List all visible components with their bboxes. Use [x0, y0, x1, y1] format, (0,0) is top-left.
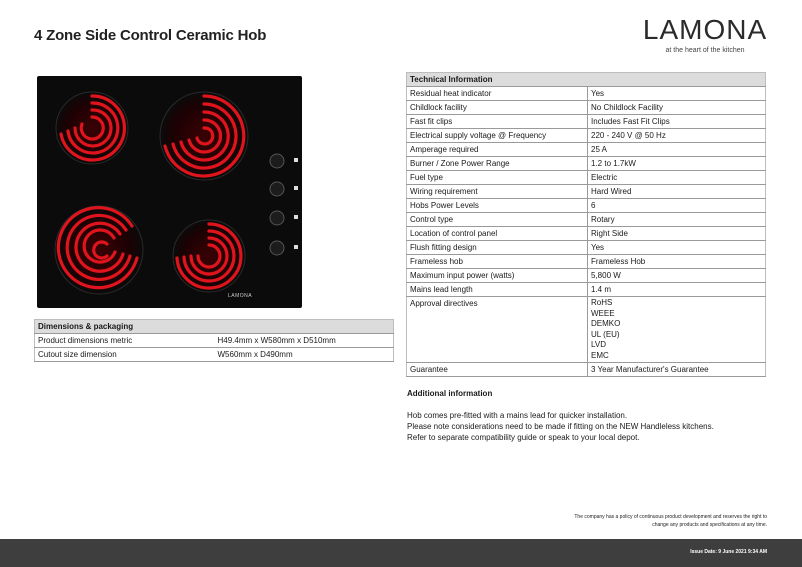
- table-row: [407, 199, 766, 213]
- technical-header-row: [407, 73, 766, 87]
- disclaimer-line: change any products and specifications at any time.: [652, 522, 767, 528]
- additional-line: Refer to separate compatibility guide or speak to your local depot.: [407, 433, 640, 442]
- approval-item: EMC: [591, 350, 609, 360]
- dimensions-heading: Dimensions & packaging: [35, 320, 394, 334]
- footer-bar: [0, 539, 802, 567]
- approval-row: [407, 297, 766, 363]
- dimension-label: Product dimensions metric: [35, 334, 215, 348]
- logo-tagline: at the heart of the kitchen: [665, 47, 745, 54]
- issue-date: Issue Date: 9 June 2021 9:34 AM: [690, 549, 767, 555]
- spec-label: Childlock facility: [407, 101, 588, 115]
- spec-label: Hobs Power Levels: [407, 199, 588, 213]
- table-row: [407, 171, 766, 185]
- lamona-logo: [640, 14, 770, 54]
- spec-label: Location of control panel: [407, 227, 588, 241]
- spec-label: Fast fit clips: [407, 115, 588, 129]
- guarantee-row: [407, 363, 766, 377]
- additional-information: [407, 389, 777, 443]
- table-row: [407, 185, 766, 199]
- cooking-zone-top-left: [56, 92, 128, 164]
- dimension-value: H49.4mm x W580mm x D510mm: [215, 334, 394, 348]
- approval-item: LVD: [591, 340, 606, 349]
- logo-wordmark: LAMONA: [642, 14, 768, 45]
- table-row: [407, 213, 766, 227]
- spec-value: 25 A: [588, 143, 766, 157]
- approval-item: UL (EU): [591, 329, 620, 339]
- technical-heading: Technical Information: [407, 73, 766, 87]
- spec-value: Yes: [588, 87, 766, 101]
- table-row: [407, 283, 766, 297]
- control-indicators: [294, 158, 298, 249]
- spec-value: 1.4 m: [588, 283, 766, 297]
- table-row: [407, 101, 766, 115]
- approval-item: DEMKO: [591, 319, 621, 328]
- control-knobs: [270, 154, 284, 255]
- spec-value: 6: [588, 199, 766, 213]
- spec-label: Residual heat indicator: [407, 87, 588, 101]
- dimension-label: Cutout size dimension: [35, 348, 215, 362]
- spec-value: 3 Year Manufacturer's Guarantee: [588, 363, 766, 377]
- table-row: [407, 269, 766, 283]
- spec-label: Amperage required: [407, 143, 588, 157]
- approval-item: WEEE: [591, 308, 615, 318]
- table-row: [35, 348, 394, 362]
- spec-value: Yes: [588, 241, 766, 255]
- dimensions-header-row: [35, 320, 394, 334]
- spec-label: Wiring requirement: [407, 185, 588, 199]
- spec-label: Mains lead length: [407, 283, 588, 297]
- spec-label: Electrical supply voltage @ Frequency: [407, 129, 588, 143]
- spec-label: Maximum input power (watts): [407, 269, 588, 283]
- cooking-zone-bottom-right: [173, 220, 245, 292]
- hob-product-image: [37, 76, 302, 308]
- spec-value: Includes Fast Fit Clips: [588, 115, 766, 129]
- cooking-zone-top-right: [160, 92, 248, 180]
- dimensions-table: [34, 319, 394, 362]
- spec-label: Control type: [407, 213, 588, 227]
- spec-value: Electric: [588, 171, 766, 185]
- technical-information-table: [406, 72, 766, 377]
- additional-heading: Additional information: [407, 389, 493, 398]
- table-row: [35, 334, 394, 348]
- spec-value: 5,800 W: [588, 269, 766, 283]
- spec-value: Right Side: [588, 227, 766, 241]
- hob-brand-label: LAMONA: [228, 293, 253, 299]
- approval-values: [588, 297, 766, 363]
- table-row: [407, 87, 766, 101]
- spec-value: 1.2 to 1.7kW: [588, 157, 766, 171]
- spec-label: Fuel type: [407, 171, 588, 185]
- hob-illustration: [37, 76, 302, 308]
- page-title: 4 Zone Side Control Ceramic Hob: [34, 27, 267, 44]
- table-row: [407, 255, 766, 269]
- spec-label: Flush fitting design: [407, 241, 588, 255]
- spec-value: Frameless Hob: [588, 255, 766, 269]
- disclaimer-line: The company has a policy of continuous product development and reserves the right to: [574, 514, 767, 520]
- table-row: [407, 227, 766, 241]
- additional-line: Please note considerations need to be made if fitting on the NEW Handleless kitchens.: [407, 422, 714, 431]
- cooking-zone-bottom-left: [55, 206, 143, 294]
- disclaimer: [507, 513, 767, 529]
- table-row: [407, 241, 766, 255]
- additional-line: Hob comes pre-fitted with a mains lead for quicker installation.: [407, 411, 628, 420]
- spec-label: Guarantee: [407, 363, 588, 377]
- spec-label: Frameless hob: [407, 255, 588, 269]
- spec-label: Approval directives: [407, 297, 588, 363]
- spec-value: Rotary: [588, 213, 766, 227]
- approval-item: RoHS: [591, 298, 613, 307]
- spec-value: No Childlock Facility: [588, 101, 766, 115]
- table-row: [407, 129, 766, 143]
- table-row: [407, 115, 766, 129]
- table-row: [407, 143, 766, 157]
- dimension-value: W560mm x D490mm: [215, 348, 394, 362]
- spec-label: Burner / Zone Power Range: [407, 157, 588, 171]
- spec-value: Hard Wired: [588, 185, 766, 199]
- spec-value: 220 - 240 V @ 50 Hz: [588, 129, 766, 143]
- table-row: [407, 157, 766, 171]
